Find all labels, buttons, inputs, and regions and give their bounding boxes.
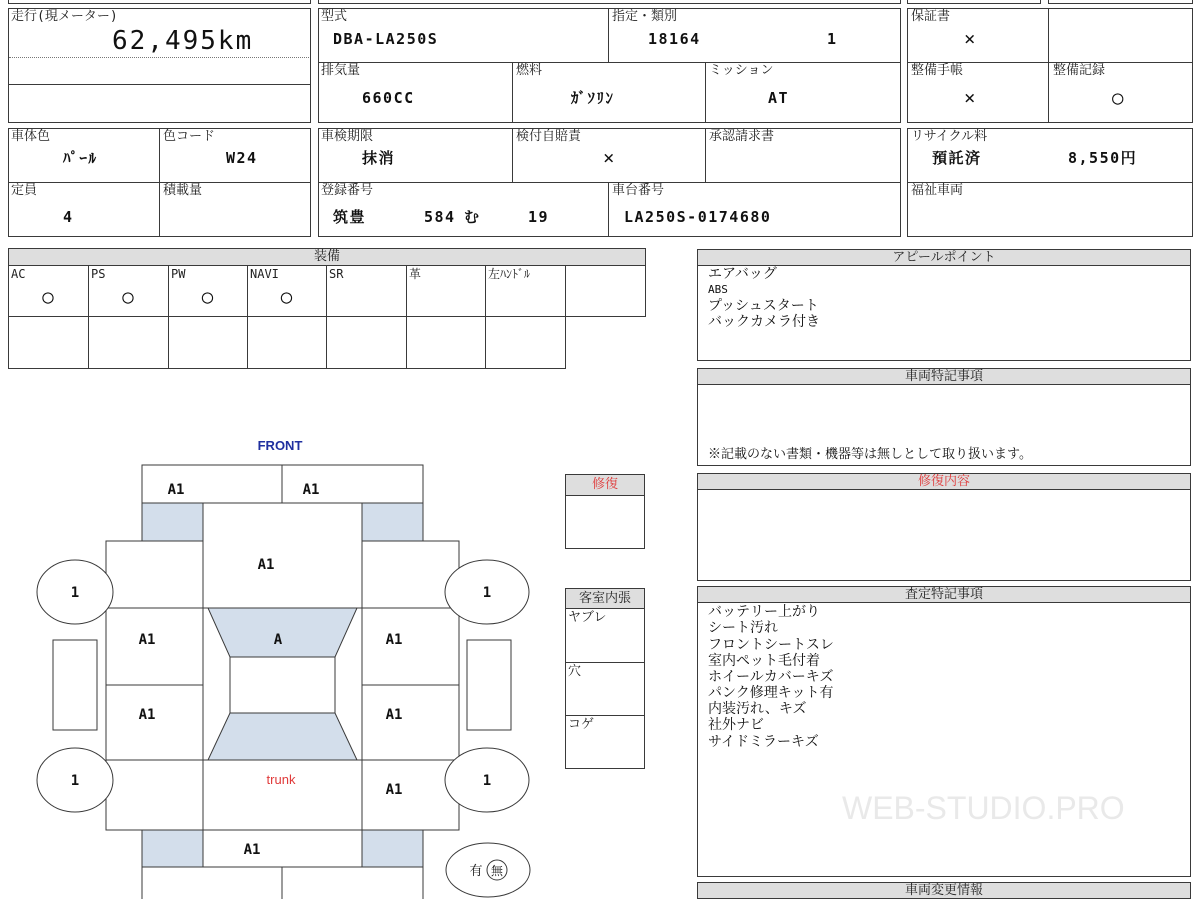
front-bumper-right-grade: A1: [302, 482, 320, 498]
interior-tear-label: ヤブレ: [568, 610, 607, 625]
equipment-label-ps: PS: [91, 267, 106, 281]
top-strip-cell: [8, 0, 311, 4]
rear-lower-boxes: [142, 867, 423, 899]
warranty-label: 保証書: [911, 9, 951, 24]
inspection-expiry-value: 抹消: [362, 149, 396, 167]
repair-details-header: 修復内容: [697, 473, 1191, 490]
equipment-blank-cell: [326, 316, 407, 369]
presence-option-no: 無: [490, 864, 504, 878]
chassis-number-value: LA250S-0174680: [624, 208, 772, 226]
maintenance-record-mark: ○: [1112, 87, 1124, 109]
registration-region: 筑豊: [333, 208, 367, 226]
equipment-label-ac: AC: [11, 267, 26, 281]
assessment-remark-line: フロントシートスレ: [708, 637, 834, 653]
front-right-corner-panel: [362, 503, 423, 541]
vehicle-remarks-note: ※記載のない書類・機器等は無しとして取り扱います。: [708, 447, 1032, 462]
model-code-value: DBA-LA250S: [333, 30, 439, 48]
maintenance-notebook-label: 整備手帳: [911, 63, 964, 78]
inspection-expiry-label: 車検期限: [321, 129, 374, 144]
spec-col-divider: [705, 62, 706, 122]
left-side-mirror: [53, 640, 97, 730]
front-left-corner-panel: [142, 503, 203, 541]
fuel-label: 燃料: [516, 63, 543, 78]
top-strip-cell: [907, 0, 1041, 4]
designation-number: 18164: [648, 30, 701, 48]
top-strip-cell: [1048, 0, 1193, 4]
equipment-label-navi: NAVI: [250, 267, 279, 281]
appeal-point-line: エアバッグ: [708, 266, 777, 282]
assessment-remark-line: 室内ペット毛付着: [708, 653, 820, 669]
registration-label: 登録番号: [321, 183, 374, 198]
right-rear-fender-grade: A1: [385, 782, 403, 798]
registration-col-divider: [705, 128, 706, 182]
interior-hole-label: 穴: [568, 664, 582, 679]
hood-panel: [203, 503, 362, 608]
equipment-blank-cell: [406, 316, 486, 369]
assessment-remarks-header: 査定特記事項: [697, 586, 1191, 603]
left-front-door-grade: A1: [138, 632, 156, 648]
equipment-label-sr: SR: [329, 267, 344, 281]
registration-kana: む: [464, 208, 481, 226]
registration-row-divider: [318, 182, 900, 183]
front-label: FRONT: [257, 438, 303, 453]
watermark: WEB-STUDIO.PRO: [842, 790, 1125, 826]
assessment-remark-line: シート汚れ: [708, 620, 778, 636]
assessment-remark-line: パンク修理キット有: [708, 685, 834, 701]
appeal-point-line: ABS: [708, 283, 728, 296]
vehicle-changes-header: 車両変更情報: [697, 882, 1191, 899]
equipment-label-leather: 革: [409, 267, 422, 281]
equipment-header: 装備: [8, 248, 646, 266]
color-code-value: W24: [226, 149, 258, 167]
equipment-blank-cell: [247, 316, 327, 369]
welfare-vehicle-label: 福祉車両: [911, 183, 964, 198]
recycling-fee-status: 預託済: [932, 149, 982, 167]
equipment-blank-cell: [485, 316, 566, 369]
appeal-point-line: バックカメラ付き: [708, 314, 820, 330]
rear-window-panel: [208, 713, 357, 760]
right-front-door-grade: A1: [385, 632, 403, 648]
registration-col-divider: [608, 182, 609, 236]
spec-row-divider: [318, 62, 900, 63]
fuel-value: ｶﾞｿﾘﾝ: [571, 89, 615, 107]
category-number: 1: [827, 30, 838, 48]
mileage-divider-dotted: [9, 57, 309, 58]
appeal-points-header: アピールポイント: [697, 249, 1191, 266]
hood-grade: A1: [257, 557, 275, 573]
presence-option-yes: 有: [469, 864, 483, 879]
top-strip-cell: [318, 0, 901, 4]
body-color-label: 車体色: [11, 129, 51, 144]
assessment-remark-line: サイドミラーキズ: [708, 734, 819, 750]
windshield-grade: A: [273, 632, 283, 648]
registration-col-divider: [512, 128, 513, 182]
equipment-blank-cell: [88, 316, 169, 369]
interior-burn-label: コゲ: [568, 717, 595, 732]
registration-serial: 19: [528, 208, 550, 226]
equipment-mark-navi: ○: [280, 286, 293, 308]
seating-capacity-value: 4: [63, 208, 74, 226]
repair-box: [565, 495, 645, 549]
repair-details-box: [697, 489, 1191, 581]
warranty-mark: ×: [964, 28, 976, 50]
equipment-blank-cell: [168, 316, 248, 369]
recycling-fee-amount: 8,550円: [1068, 149, 1138, 167]
registration-class-number: 584: [424, 208, 456, 226]
assessment-remark-line: ホイールカバーキズ: [708, 669, 834, 685]
right-rear-door-grade: A1: [385, 707, 403, 723]
equipment-mark-ac: ○: [42, 286, 54, 308]
roof-panel: [230, 657, 335, 713]
designation-label: 指定・類別: [612, 9, 678, 24]
equipment-mark-ps: ○: [122, 286, 134, 308]
rear-bumper: [203, 830, 362, 867]
body-color-value: ﾊﾟｰﾙ: [63, 149, 98, 167]
front-left-wheel-grade: 1: [70, 585, 80, 601]
spec-col-divider: [512, 62, 513, 122]
right-side-mirror: [467, 640, 511, 730]
left-rear-door-grade: A1: [138, 707, 156, 723]
transmission-label: ミッション: [709, 63, 774, 78]
trunk-label: trunk: [266, 772, 296, 787]
equipment-label-left-hand-drive: 左ﾊﾝﾄﾞﾙ: [488, 267, 531, 281]
interior-header: 客室内張: [565, 588, 645, 609]
front-bumper-left-grade: A1: [167, 482, 185, 498]
mileage-label: 走行(現メーター): [11, 9, 118, 24]
presence-indicator: [446, 843, 530, 897]
recycling-fee-label: リサイクル料: [911, 129, 988, 144]
displacement-value: 660CC: [362, 89, 415, 107]
rear-right-corner-panel: [362, 830, 423, 867]
color-col-divider: [159, 128, 160, 236]
appeal-point-line: プッシュスタート: [708, 298, 819, 314]
transmission-value: AT: [768, 89, 790, 107]
displacement-label: 排気量: [321, 63, 361, 78]
equipment-cell-blank: [565, 265, 646, 317]
documents-col-divider: [1048, 8, 1049, 122]
load-capacity-label: 積載量: [163, 183, 203, 198]
mileage-divider: [8, 84, 310, 85]
repair-header: 修復: [565, 474, 645, 496]
equipment-mark-pw: ○: [201, 286, 214, 308]
approval-request-label: 承認請求書: [709, 129, 775, 144]
equipment-label-pw: PW: [171, 267, 186, 281]
equipment-blank-cell: [8, 316, 89, 369]
maintenance-record-label: 整備記録: [1053, 63, 1106, 78]
chassis-number-label: 車台番号: [612, 183, 665, 198]
vehicle-remarks-header: 車両特記事項: [697, 368, 1191, 385]
model-code-label: 型式: [321, 9, 348, 24]
seating-capacity-label: 定員: [11, 183, 38, 198]
car-diagram: [0, 430, 560, 900]
spec-col-divider: [608, 8, 609, 62]
rear-bumper-grade: A1: [243, 842, 261, 858]
windshield-panel: [208, 608, 357, 657]
assessment-remark-line: バッテリー上がり: [708, 604, 820, 620]
maintenance-notebook-mark: ×: [964, 87, 976, 109]
rear-left-wheel-grade: 1: [70, 773, 80, 789]
assessment-remark-line: 社外ナビ: [708, 717, 764, 733]
assessment-remark-line: 内装汚れ、キズ: [708, 701, 807, 717]
mileage-value: 62,495km: [112, 26, 254, 56]
front-right-wheel-grade: 1: [482, 585, 492, 601]
rear-right-wheel-grade: 1: [482, 773, 492, 789]
color-code-label: 色コード: [163, 129, 216, 144]
rear-left-corner-panel: [142, 830, 203, 867]
liability-insurance-label: 検付自賠責: [516, 129, 582, 144]
liability-insurance-mark: ×: [603, 147, 615, 169]
